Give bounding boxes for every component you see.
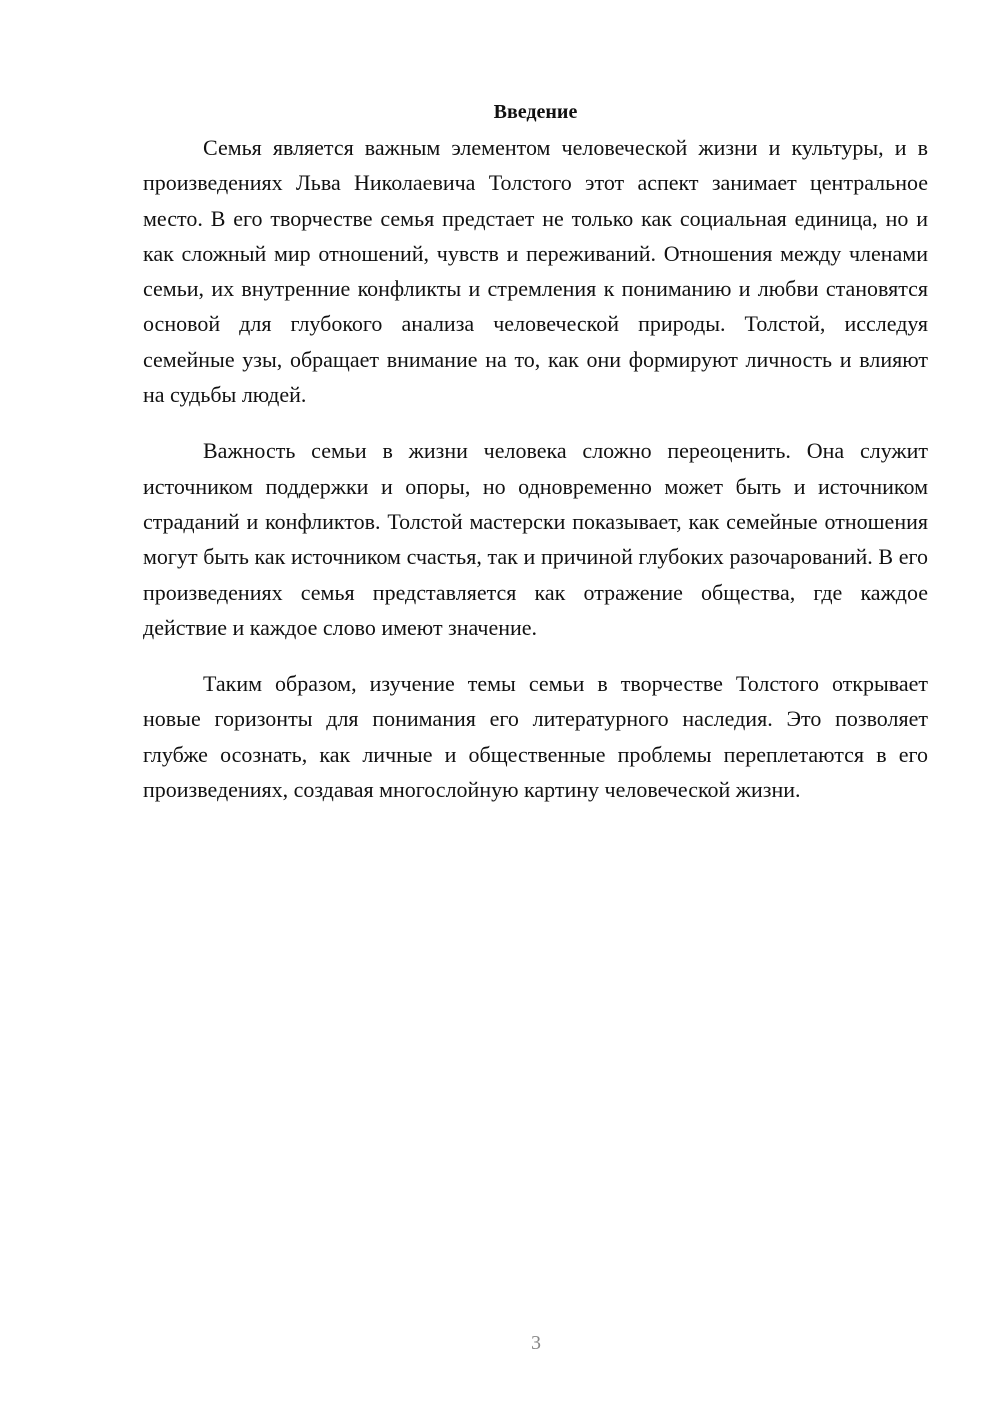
paragraph-2: Важность семьи в жизни человека сложно переоценить. Она служит источником поддержки и опоры, но одновременно может быть и источником страданий и конфликтов. Толстой мастерски показывает, как семейные отношения могут быть как источником счастья, так и причиной глубоких разочарований. В его произведениях семья представляется как отражение общества, где каждое действие и каждое слово имеют значение. [143,438,928,640]
section-title: Введение [493,101,578,123]
page-number: 3 [531,1332,541,1354]
page-content [143,96,928,807]
paragraph-1: Семья является важным элементом человеческой жизни и культуры, и в произведениях Льва Николаевича Толстого этот аспект занимает центральное место. В его творчестве семья предстает не только как социальная единица, но и как сложный мир отношений, чувств и переживаний. Отношения между членами семьи, их внутренние конфликты и стремления к пониманию и любви становятся основой для глубокого анализа человеческой природы. Толстой, исследуя семейные узы, обращает внимание на то, как они формируют личность и влияют на судьбы людей. [143,135,928,408]
paragraph-3: Таким образом, изучение темы семьи в творчестве Толстого открывает новые горизонты для понимания его литературного наследия. Это позволяет глубже осознать, как личные и общественные проблемы переплетаются в его произведениях, создавая многослойную картину человеческой жизни. [143,671,928,803]
